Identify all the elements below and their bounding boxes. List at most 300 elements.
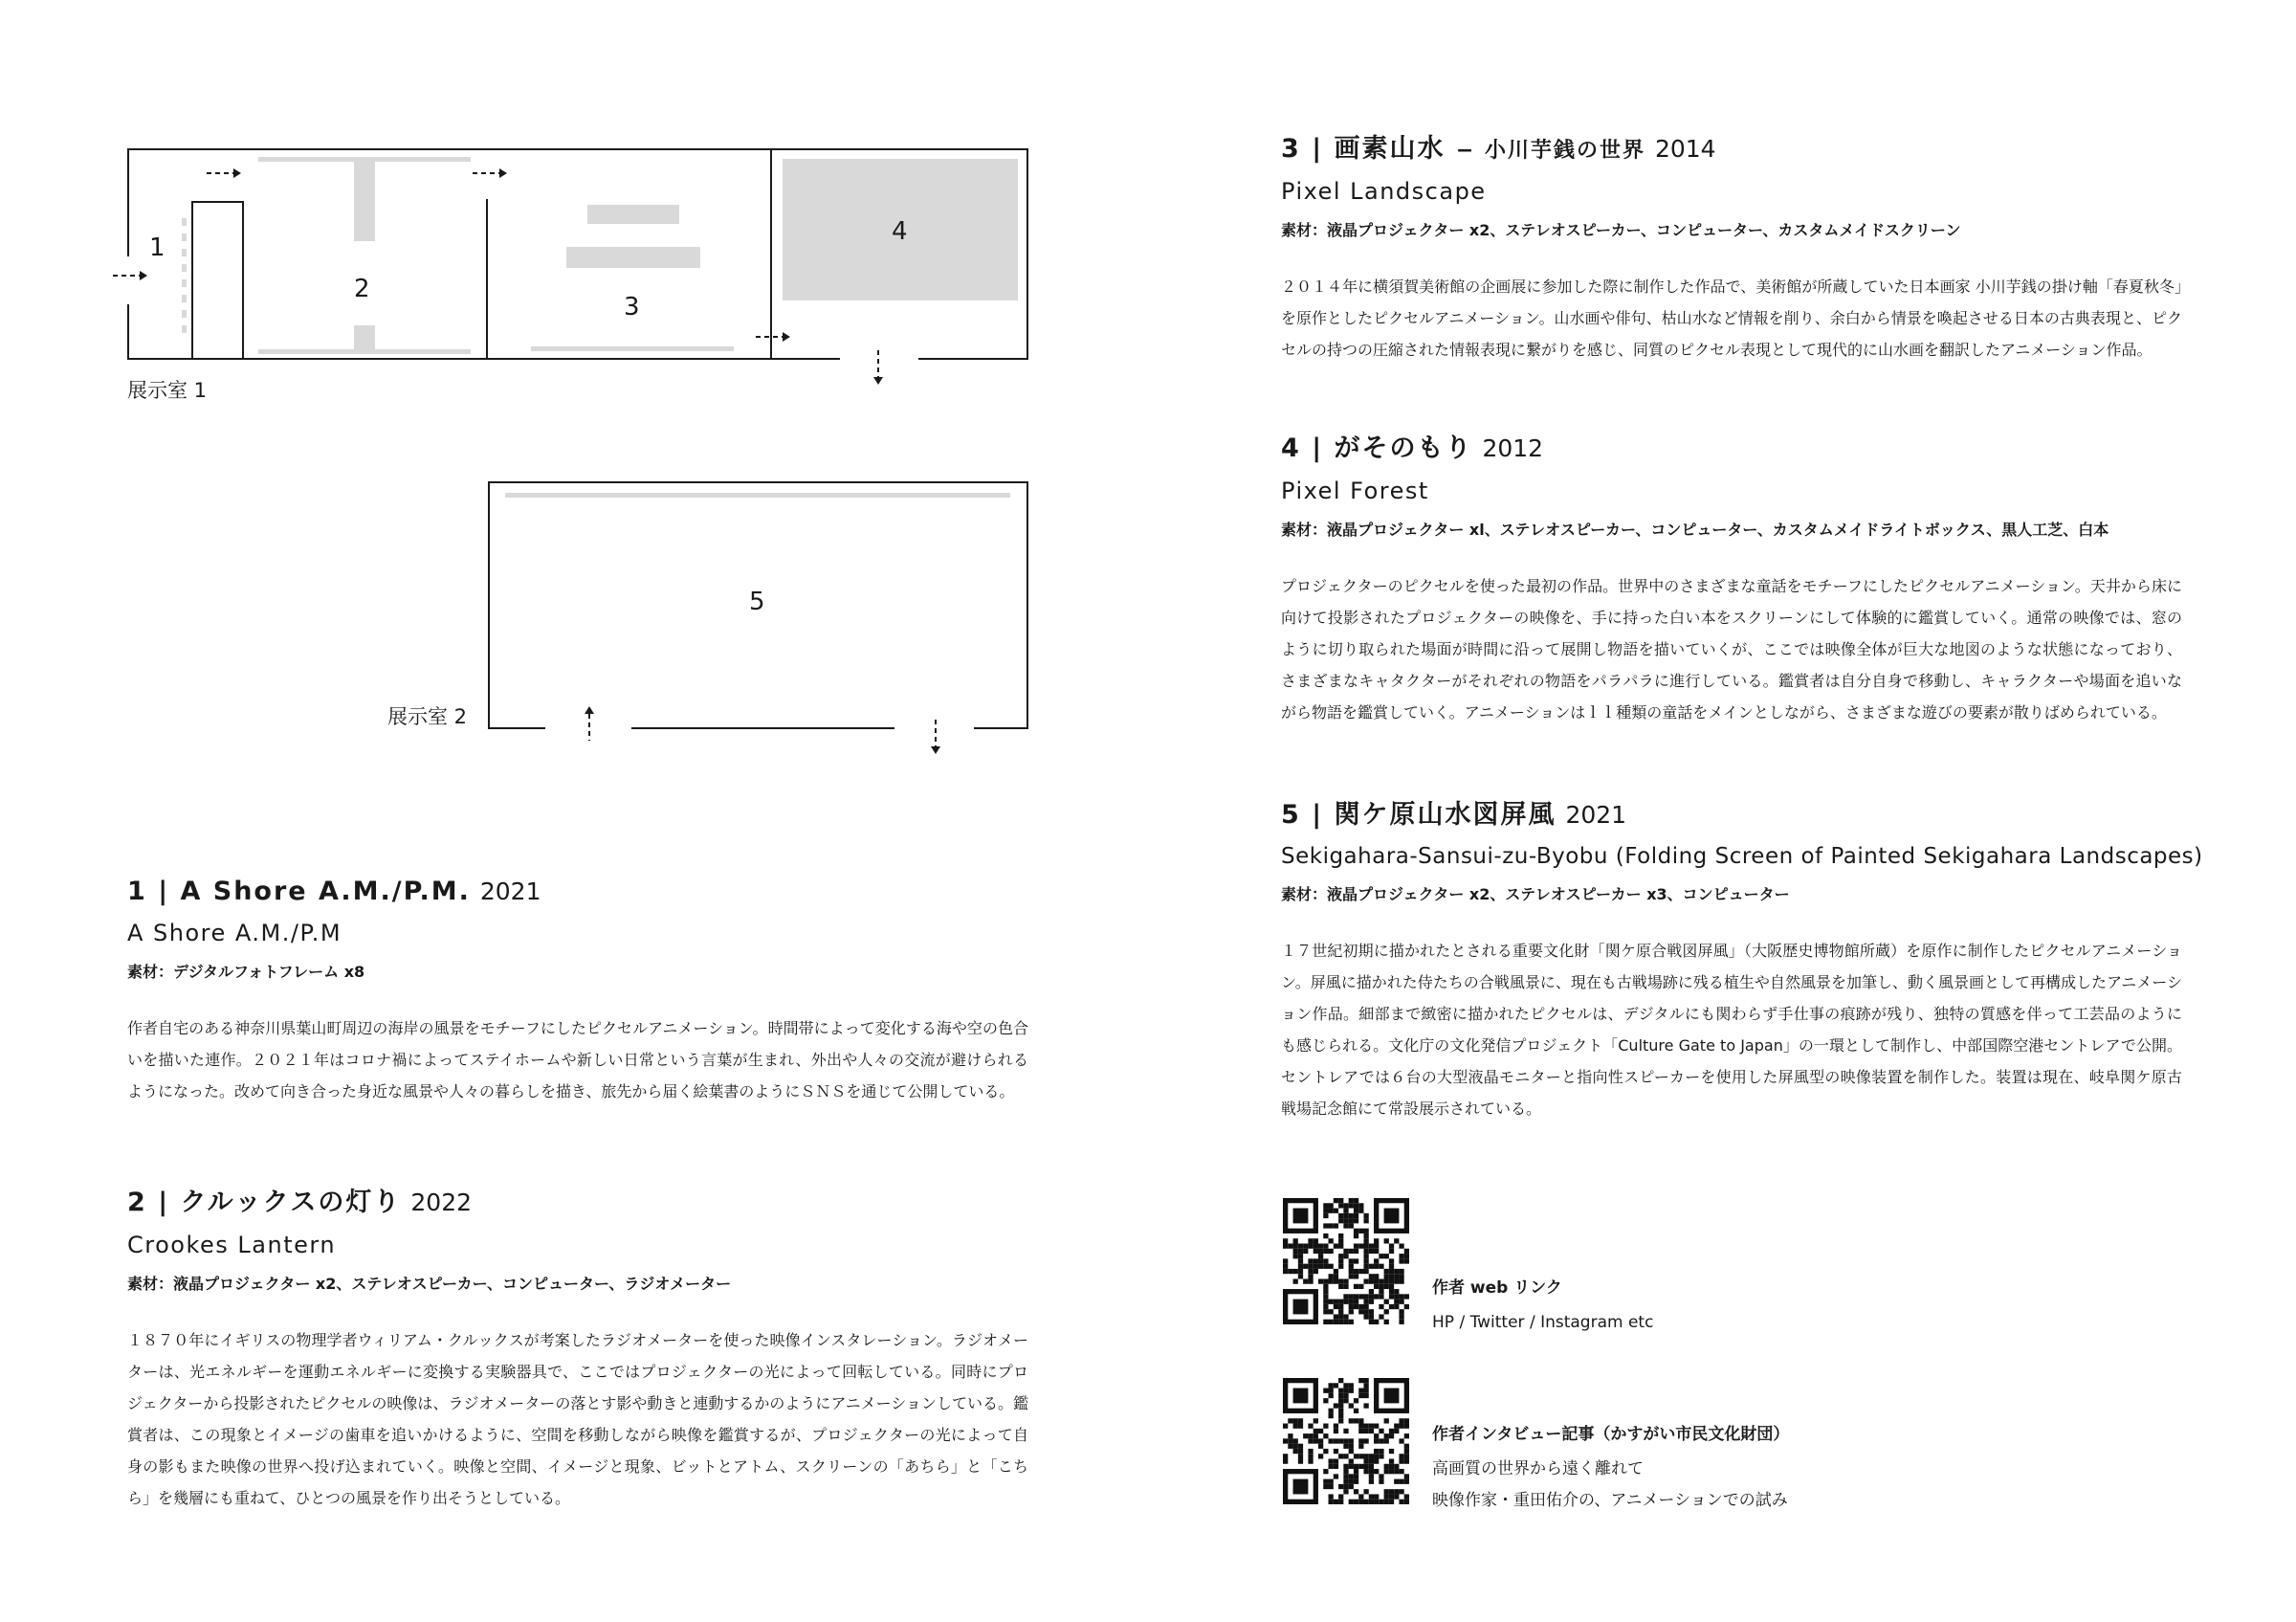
qr-module — [1404, 1479, 1409, 1484]
qr-module — [1293, 1238, 1298, 1243]
qr-module — [1389, 1269, 1394, 1274]
qr-module — [1349, 1438, 1354, 1443]
qr-module — [1363, 1383, 1368, 1388]
qr-module — [1363, 1389, 1368, 1393]
qr-module — [1369, 1494, 1374, 1499]
qr-finder — [1293, 1479, 1309, 1495]
qr-finder — [1384, 1209, 1400, 1224]
qr-module — [1354, 1218, 1358, 1223]
qr-module — [1283, 1244, 1288, 1249]
qr-module — [1379, 1479, 1383, 1484]
qr-module — [1404, 1458, 1409, 1463]
qr-module — [1369, 1429, 1374, 1433]
qr-module — [1389, 1284, 1394, 1289]
qr-module — [1399, 1469, 1403, 1474]
work-number: 4 — [1281, 433, 1301, 463]
qr-module — [1374, 1274, 1379, 1278]
qr-module — [1354, 1258, 1358, 1263]
qr-module — [1389, 1469, 1394, 1474]
screen — [182, 310, 187, 318]
qr-module — [1369, 1300, 1374, 1304]
qr-module — [1343, 1314, 1348, 1319]
qr-module — [1374, 1500, 1379, 1504]
qr-module — [1363, 1294, 1368, 1299]
qr-module — [1298, 1274, 1303, 1278]
qr-module — [1384, 1278, 1389, 1283]
qr-module — [1338, 1413, 1343, 1418]
qr-module — [1334, 1429, 1338, 1433]
qr-module — [1349, 1479, 1354, 1484]
qr-module — [1369, 1474, 1374, 1478]
qr-module — [1329, 1413, 1334, 1418]
qr-module — [1314, 1433, 1318, 1438]
qr-module — [1354, 1474, 1358, 1478]
qr-module — [1349, 1294, 1354, 1299]
qr-module — [1399, 1454, 1403, 1458]
qr-module — [1379, 1289, 1383, 1294]
qr-module — [1334, 1464, 1338, 1469]
qr-module — [1329, 1203, 1334, 1208]
qr-module — [1369, 1244, 1374, 1249]
qr-module — [1363, 1213, 1368, 1218]
qr-module — [1323, 1258, 1328, 1263]
work-title: 1 | A Shore A.M./P.M. 2021 — [127, 877, 541, 906]
qr-module — [1363, 1489, 1368, 1494]
qr-module — [1288, 1438, 1292, 1443]
qr-module — [1283, 1454, 1288, 1458]
qr-module — [1379, 1294, 1383, 1299]
arrow-right-icon — [473, 167, 507, 179]
qr-module — [1338, 1300, 1343, 1304]
qr-module — [1293, 1278, 1298, 1283]
qr-module — [1334, 1403, 1338, 1408]
qr-module — [1293, 1254, 1298, 1258]
qr-module — [1343, 1484, 1348, 1489]
screen — [354, 325, 375, 352]
qr-module — [1334, 1320, 1338, 1324]
screen — [505, 493, 1010, 498]
qr-finder — [1293, 1300, 1309, 1315]
qr-module — [1329, 1309, 1334, 1314]
qr-module — [1374, 1294, 1379, 1299]
qr-module — [1363, 1238, 1368, 1243]
qr-module — [1384, 1464, 1389, 1469]
arrow-up-icon — [584, 706, 595, 741]
work-description: １７世紀初期に描かれたとされる重要文化財「関ケ原合戦図屏風」（大阪歴史博物館所蔵）を原作に制作したピクセルアニメーション。屏風に描かれた侍たちの合戦風景に、現在も古戦場跡に残る植生や自然風景を加筆し、動く風景画として再構成したアニメーション作品。細部まで緻密に描かれたピクセルは、デジタルにも関わらず手仕事の痕跡が残り、独特の質感を伴って工芸品のようにも感じられる。文化庁の文化発信プロジェクト「Culture Gate to Japan」の一環として制作し、中部国際空港セントレアで公開。セントレアでは６台の大型液晶モニターと指向性スピーカーを使用した屏風型の映像装置を制作した。装置は現在、岐阜関ケ原古戦場記念館にて常設展示されている。 — [1281, 942, 2182, 1118]
qr-module — [1379, 1474, 1383, 1478]
qr-module — [1363, 1393, 1368, 1398]
qr-module — [1288, 1444, 1292, 1449]
qr-module — [1329, 1223, 1334, 1228]
arrow-down-icon — [872, 350, 884, 385]
work-1 — [127, 877, 1028, 1107]
work-materials: 素材：液晶プロジェクター xl、ステレオスピーカー、コンピューター、カスタムメイドライトボックス、黒人工芝、白本 — [1281, 521, 2109, 539]
qr-module — [1379, 1438, 1383, 1443]
qr-module — [1399, 1320, 1403, 1324]
qr-module — [1374, 1458, 1379, 1463]
qr-module — [1354, 1469, 1358, 1474]
work-english-title: Crookes Lantern — [127, 1232, 337, 1258]
qr-module — [1384, 1489, 1389, 1494]
qr-module — [1283, 1458, 1288, 1463]
work-materials: 素材：液晶プロジェクター x2、ステレオスピーカー、コンピューター、カスタムメイドスクリーン — [1281, 221, 1961, 239]
qr-module — [1404, 1294, 1409, 1299]
link-title: 作者インタビュー記事（かすがい市民文化財団） — [1432, 1425, 1790, 1444]
qr-module — [1343, 1438, 1348, 1443]
screen — [182, 249, 187, 256]
qr-module — [1329, 1264, 1334, 1269]
qr-module — [1338, 1233, 1343, 1238]
qr-module — [1354, 1284, 1358, 1289]
qr-module — [1404, 1258, 1409, 1263]
qr-module — [1338, 1309, 1343, 1314]
qr-module — [1363, 1464, 1368, 1469]
qr-module — [1349, 1300, 1354, 1304]
qr-module — [1363, 1278, 1368, 1283]
qr-module — [1404, 1418, 1409, 1423]
qr-module — [1338, 1494, 1343, 1499]
qr-module — [1389, 1304, 1394, 1309]
qr-module — [1293, 1269, 1298, 1274]
qr-module — [1354, 1209, 1358, 1213]
work-5 — [1281, 793, 2203, 1124]
qr-module — [1323, 1320, 1328, 1324]
work-title: 5 | 関ケ原山水図屏風 2021 — [1281, 800, 1627, 830]
qr-module — [1363, 1438, 1368, 1443]
qr-module — [1343, 1444, 1348, 1449]
qr-module — [1399, 1424, 1403, 1429]
qr-module — [1384, 1309, 1389, 1314]
arrow-right-icon — [756, 331, 790, 343]
qr-module — [1399, 1309, 1403, 1314]
qr-module — [1399, 1294, 1403, 1299]
qr-module — [1308, 1433, 1313, 1438]
qr-module — [1363, 1229, 1368, 1233]
screen — [587, 205, 679, 224]
qr-module — [1314, 1258, 1318, 1263]
qr-module — [1374, 1438, 1379, 1443]
qr-module — [1358, 1229, 1363, 1233]
qr-module — [1329, 1409, 1334, 1413]
qr-module — [1354, 1409, 1358, 1413]
qr-module — [1363, 1378, 1368, 1383]
qr-module — [1338, 1484, 1343, 1489]
qr-module — [1363, 1233, 1368, 1238]
qr-module — [1349, 1223, 1354, 1228]
qr-module — [1323, 1294, 1328, 1299]
qr-module — [1363, 1300, 1368, 1304]
screen — [182, 264, 187, 272]
qr-module — [1374, 1494, 1379, 1499]
qr-module — [1308, 1449, 1313, 1454]
qr-module — [1349, 1309, 1354, 1314]
qr-module — [1354, 1398, 1358, 1403]
qr-module — [1323, 1284, 1328, 1289]
qr-module — [1334, 1300, 1338, 1304]
qr-module — [1369, 1424, 1374, 1429]
link-line: 映像作家・重田佑介の、アニメーションでの試み — [1432, 1491, 1788, 1510]
qr-module — [1318, 1429, 1323, 1433]
link-title: 作者 web リンク — [1432, 1278, 1562, 1298]
room-label: 展示室 2 — [387, 705, 468, 728]
qr-module — [1379, 1454, 1383, 1458]
qr-module — [1354, 1479, 1358, 1484]
qr-module — [1338, 1264, 1343, 1269]
qr-module — [1354, 1500, 1358, 1504]
qr-module — [1374, 1278, 1379, 1283]
qr-module — [1394, 1274, 1399, 1278]
qr-module — [1343, 1223, 1348, 1228]
qr-module — [1399, 1458, 1403, 1463]
qr-module — [1318, 1249, 1323, 1254]
qr-module — [1323, 1309, 1328, 1314]
room-number: 4 — [892, 217, 908, 246]
qr-module — [1354, 1294, 1358, 1299]
partition — [191, 201, 244, 203]
qr-module — [1329, 1389, 1334, 1393]
web-link-block[interactable] — [1432, 1274, 1653, 1339]
link-text — [1432, 1454, 1789, 1517]
wall — [488, 727, 545, 729]
wall — [631, 727, 894, 729]
qr-module — [1394, 1289, 1399, 1294]
wall — [974, 727, 1028, 729]
qr-module — [1314, 1244, 1318, 1249]
qr-module — [1343, 1300, 1348, 1304]
qr-module — [1338, 1418, 1343, 1423]
wall — [918, 358, 1028, 360]
qr-module — [1308, 1274, 1313, 1278]
qr-module — [1283, 1238, 1288, 1243]
qr-module — [1349, 1403, 1354, 1408]
room-number: 3 — [624, 293, 640, 322]
qr-module — [1369, 1314, 1374, 1319]
qr-module — [1389, 1500, 1394, 1504]
qr-module — [1354, 1304, 1358, 1309]
qr-module — [1334, 1223, 1338, 1228]
qr-module — [1363, 1458, 1368, 1463]
qr-module — [1399, 1269, 1403, 1274]
work-description: 作者自宅のある神奈川県葉山町周辺の海岸の風景をモチーフにしたピクセルアニメーション。時間帯によって変化する海や空の色合いを描いた連作。２０２１年はコロナ禍によってステイホームや新しい日常という言葉が生まれ、外出や人々の交流が避けられるようになった。改めて向き合った身近な風景や人々の暮らしを描き、旅先から届く絵葉書のようにＳＮＳを通じて公開している。 — [127, 1019, 1028, 1100]
qr-module — [1384, 1438, 1389, 1443]
interview-link-block[interactable] — [1432, 1420, 1789, 1517]
work-title-text: クルックスの灯り — [180, 1188, 402, 1217]
work-year: 2014 — [1654, 135, 1716, 163]
qr-module — [1338, 1198, 1343, 1203]
qr-module — [1318, 1438, 1323, 1443]
work-subtitle: − 小川芋銭の世界 — [1455, 139, 1645, 163]
work-english-title: Pixel Forest — [1281, 478, 1429, 504]
qr-module — [1389, 1289, 1394, 1294]
room-label: 展示室 1 — [127, 379, 208, 402]
qr-module — [1394, 1238, 1399, 1243]
qr-module — [1363, 1304, 1368, 1309]
arrow-down-icon — [930, 720, 941, 754]
qr-module — [1343, 1398, 1348, 1403]
qr-module — [1384, 1469, 1389, 1474]
work-year: 2022 — [410, 1189, 473, 1216]
work-3 — [1281, 127, 2182, 366]
partition — [770, 148, 772, 360]
qr-module — [1358, 1244, 1363, 1249]
wall — [127, 304, 129, 360]
qr-module — [1298, 1264, 1303, 1269]
qr-module — [1343, 1320, 1348, 1324]
qr-module — [1389, 1458, 1394, 1463]
qr-module — [1298, 1424, 1303, 1429]
qr-module — [1349, 1458, 1354, 1463]
qr-module — [1343, 1213, 1348, 1218]
qr-module — [1329, 1300, 1334, 1304]
qr-module — [1374, 1424, 1379, 1429]
qr-module — [1369, 1458, 1374, 1463]
qr-module — [1334, 1474, 1338, 1478]
qr-module — [1399, 1244, 1403, 1249]
qr-module — [1298, 1249, 1303, 1254]
qr-module — [1358, 1209, 1363, 1213]
qr-module — [1379, 1254, 1383, 1258]
qr-module — [1394, 1479, 1399, 1484]
work-materials: 素材：液晶プロジェクター x2、ステレオスピーカー x3、コンピューター — [1281, 885, 1790, 903]
qr-module — [1374, 1469, 1379, 1474]
work-number: 3 — [1281, 134, 1301, 164]
room-number: 5 — [749, 588, 765, 616]
qr-module — [1363, 1429, 1368, 1433]
qr-module — [1349, 1258, 1354, 1263]
qr-module — [1358, 1454, 1363, 1458]
qr-module — [1358, 1500, 1363, 1504]
qr-module — [1349, 1203, 1354, 1208]
qr-module — [1338, 1284, 1343, 1289]
qr-module — [1374, 1284, 1379, 1289]
qr-module — [1374, 1258, 1379, 1263]
qr-module — [1369, 1479, 1374, 1484]
qr-code-interview[interactable] — [1283, 1378, 1409, 1504]
qr-module — [1358, 1494, 1363, 1499]
qr-code-web-link[interactable] — [1283, 1198, 1409, 1324]
qr-module — [1354, 1203, 1358, 1208]
qr-module — [1394, 1294, 1399, 1299]
qr-module — [1374, 1320, 1379, 1324]
qr-module — [1349, 1249, 1354, 1254]
qr-module — [1394, 1464, 1399, 1469]
qr-module — [1298, 1254, 1303, 1258]
qr-module — [1293, 1244, 1298, 1249]
qr-finder — [1293, 1389, 1309, 1404]
qr-module — [1354, 1274, 1358, 1278]
qr-module — [1374, 1238, 1379, 1243]
qr-module — [1384, 1284, 1389, 1289]
qr-module — [1343, 1203, 1348, 1208]
qr-module — [1329, 1383, 1334, 1388]
qr-module — [1358, 1464, 1363, 1469]
qr-module — [1379, 1264, 1383, 1269]
qr-module — [1379, 1429, 1383, 1433]
qr-module — [1293, 1418, 1298, 1423]
qr-module — [1379, 1500, 1383, 1504]
work-title: 3 | 画素山水 − 小川芋銭の世界 2014 — [1281, 134, 1716, 164]
qr-module — [1399, 1274, 1403, 1278]
link-text: HP / Twitter / Instagram etc — [1432, 1313, 1654, 1332]
qr-module — [1384, 1500, 1389, 1504]
qr-module — [1343, 1278, 1348, 1283]
qr-module — [1314, 1249, 1318, 1254]
work-description: プロジェクターのピクセルを使った最初の作品。世界中のさまざまな童話をモチーフにしたピクセルアニメーション。天井から床に向けて投影されたプロジェクターの映像を、手に持った白い本をスクリーンにして体験的に鑑賞していく。通常の映像では、窓のように切り取られた場面が時間に沿って展開し物語を描いていくが、ここでは映像全体が巨大な地図のような状態になっており、さまざまなキャタクターがそれぞれの物語をパラパラに進行している。鑑賞者は自分自身で移動し、キャラクターや場面を追いながら物語を鑑賞していく。アニメーションはｌｌ種類の童話をメインとしながら、さまざまな遊びの要素が散りばめられている。 — [1281, 577, 2182, 722]
wall — [1027, 148, 1028, 360]
qr-finder — [1384, 1389, 1400, 1404]
work-title-text: 画素山水 — [1334, 134, 1446, 164]
qr-module — [1318, 1258, 1323, 1263]
qr-module — [1343, 1454, 1348, 1458]
qr-module — [1298, 1449, 1303, 1454]
room-number: 1 — [149, 233, 166, 262]
qr-module — [1293, 1438, 1298, 1443]
qr-module — [1334, 1269, 1338, 1274]
qr-module — [1338, 1393, 1343, 1398]
qr-module — [1358, 1418, 1363, 1423]
qr-module — [1389, 1494, 1394, 1499]
work-year: 2012 — [1482, 434, 1544, 462]
qr-module — [1358, 1424, 1363, 1429]
qr-module — [1323, 1304, 1328, 1309]
qr-module — [1354, 1244, 1358, 1249]
qr-module — [1334, 1449, 1338, 1454]
qr-module — [1323, 1209, 1328, 1213]
work-title-text: がそのもり — [1334, 433, 1473, 463]
qr-module — [1314, 1418, 1318, 1423]
qr-module — [1363, 1249, 1368, 1254]
qr-module — [1323, 1203, 1328, 1208]
qr-module — [1293, 1444, 1298, 1449]
qr-module — [1369, 1249, 1374, 1254]
work-number: 1 — [127, 877, 147, 906]
qr-module — [1288, 1269, 1292, 1274]
qr-module — [1323, 1244, 1328, 1249]
qr-module — [1293, 1249, 1298, 1254]
qr-module — [1334, 1198, 1338, 1203]
qr-module — [1323, 1479, 1328, 1484]
work-year: 2021 — [479, 878, 541, 905]
qr-module — [1323, 1449, 1328, 1454]
qr-module — [1329, 1274, 1334, 1278]
work-title-text: A Shore A.M./P.M. — [180, 877, 471, 906]
qr-module — [1334, 1438, 1338, 1443]
qr-module — [1288, 1244, 1292, 1249]
qr-module — [1323, 1300, 1328, 1304]
qr-module — [1404, 1304, 1409, 1309]
qr-module — [1283, 1424, 1288, 1429]
qr-module — [1343, 1469, 1348, 1474]
qr-module — [1298, 1418, 1303, 1423]
qr-module — [1358, 1389, 1363, 1393]
qr-module — [1389, 1464, 1394, 1469]
qr-module — [1338, 1398, 1343, 1403]
screen — [566, 247, 700, 268]
qr-module — [1384, 1320, 1389, 1324]
qr-module — [1379, 1284, 1383, 1289]
qr-module — [1303, 1278, 1308, 1283]
qr-module — [1358, 1393, 1363, 1398]
qr-module — [1323, 1433, 1328, 1438]
qr-module — [1389, 1489, 1394, 1494]
qr-module — [1394, 1469, 1399, 1474]
qr-module — [1399, 1479, 1403, 1484]
qr-module — [1308, 1244, 1313, 1249]
qr-module — [1338, 1218, 1343, 1223]
qr-module — [1343, 1393, 1348, 1398]
qr-module — [1358, 1304, 1363, 1309]
screen — [182, 279, 187, 287]
